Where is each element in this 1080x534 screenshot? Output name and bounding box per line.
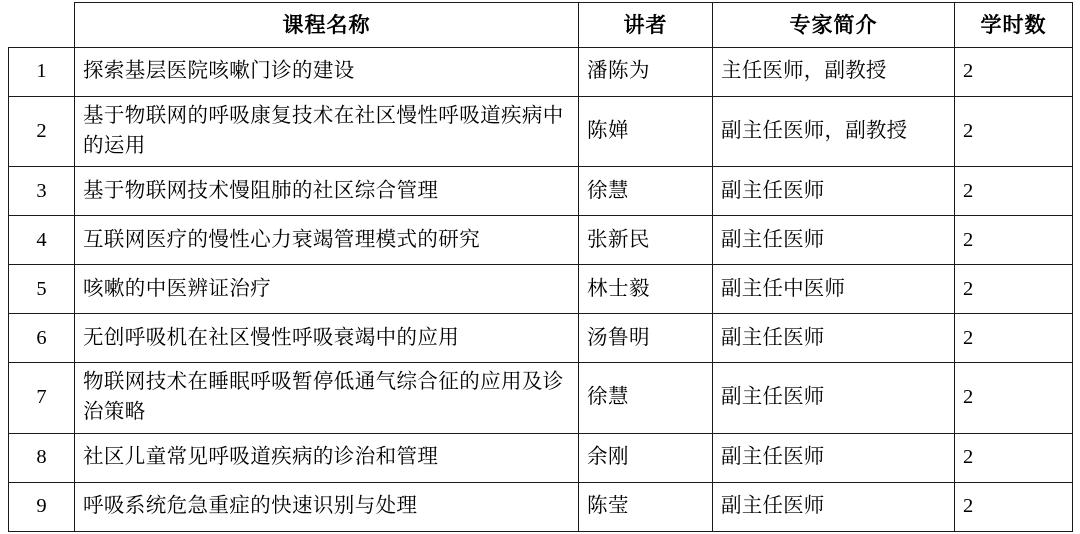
table-header-row — [9, 3, 1073, 48]
cell-index: 3 — [9, 167, 75, 216]
table-row — [9, 433, 1073, 482]
cell-course-name: 无创呼吸机在社区慢性呼吸衰竭中的应用 — [75, 314, 579, 363]
cell-hours: 2 — [955, 97, 1073, 167]
cell-course-name: 探索基层医院咳嗽门诊的建设 — [75, 48, 579, 97]
column-header-index — [9, 3, 75, 48]
cell-lecturer: 潘陈为 — [579, 48, 713, 97]
table-row — [9, 363, 1073, 433]
cell-course-name: 基于物联网技术慢阻肺的社区综合管理 — [75, 167, 579, 216]
cell-bio: 副主任医师 — [713, 167, 955, 216]
table-row — [9, 314, 1073, 363]
cell-bio: 副主任医师 — [713, 433, 955, 482]
cell-index: 7 — [9, 363, 75, 433]
cell-hours: 2 — [955, 167, 1073, 216]
cell-index: 6 — [9, 314, 75, 363]
cell-hours: 2 — [955, 265, 1073, 314]
cell-lecturer: 陈婵 — [579, 97, 713, 167]
column-header-name: 课程名称 — [75, 3, 579, 48]
table-row — [9, 48, 1073, 97]
cell-hours: 2 — [955, 48, 1073, 97]
cell-lecturer: 汤鲁明 — [579, 314, 713, 363]
cell-lecturer: 林士毅 — [579, 265, 713, 314]
cell-course-name: 基于物联网的呼吸康复技术在社区慢性呼吸道疾病中的运用 — [75, 97, 579, 167]
cell-index: 5 — [9, 265, 75, 314]
cell-bio: 副主任医师 — [713, 314, 955, 363]
cell-bio: 副主任医师 — [713, 482, 955, 531]
table-row — [9, 265, 1073, 314]
column-header-bio: 专家简介 — [713, 3, 955, 48]
cell-index: 8 — [9, 433, 75, 482]
cell-course-name: 物联网技术在睡眠呼吸暂停低通气综合征的应用及诊治策略 — [75, 363, 579, 433]
table-row — [9, 216, 1073, 265]
cell-bio: 副主任医师，副教授 — [713, 97, 955, 167]
cell-hours: 2 — [955, 363, 1073, 433]
cell-bio: 副主任医师 — [713, 363, 955, 433]
cell-lecturer: 余刚 — [579, 433, 713, 482]
cell-hours: 2 — [955, 216, 1073, 265]
column-header-lecturer: 讲者 — [579, 3, 713, 48]
table-row — [9, 97, 1073, 167]
document-page — [0, 2, 1080, 534]
cell-course-name: 社区儿童常见呼吸道疾病的诊治和管理 — [75, 433, 579, 482]
cell-hours: 2 — [955, 482, 1073, 531]
cell-hours: 2 — [955, 314, 1073, 363]
cell-bio: 主任医师，副教授 — [713, 48, 955, 97]
cell-index: 1 — [9, 48, 75, 97]
cell-course-name: 呼吸系统危急重症的快速识别与处理 — [75, 482, 579, 531]
cell-course-name: 互联网医疗的慢性心力衰竭管理模式的研究 — [75, 216, 579, 265]
cell-lecturer: 张新民 — [579, 216, 713, 265]
table-row — [9, 482, 1073, 531]
course-schedule-table — [8, 2, 1073, 532]
cell-hours: 2 — [955, 433, 1073, 482]
cell-bio: 副主任医师 — [713, 216, 955, 265]
table-row — [9, 167, 1073, 216]
column-header-hours: 学时数 — [955, 3, 1073, 48]
cell-index: 9 — [9, 482, 75, 531]
cell-index: 4 — [9, 216, 75, 265]
cell-lecturer: 徐慧 — [579, 167, 713, 216]
cell-course-name: 咳嗽的中医辨证治疗 — [75, 265, 579, 314]
cell-lecturer: 陈莹 — [579, 482, 713, 531]
cell-bio: 副主任中医师 — [713, 265, 955, 314]
cell-lecturer: 徐慧 — [579, 363, 713, 433]
cell-index: 2 — [9, 97, 75, 167]
